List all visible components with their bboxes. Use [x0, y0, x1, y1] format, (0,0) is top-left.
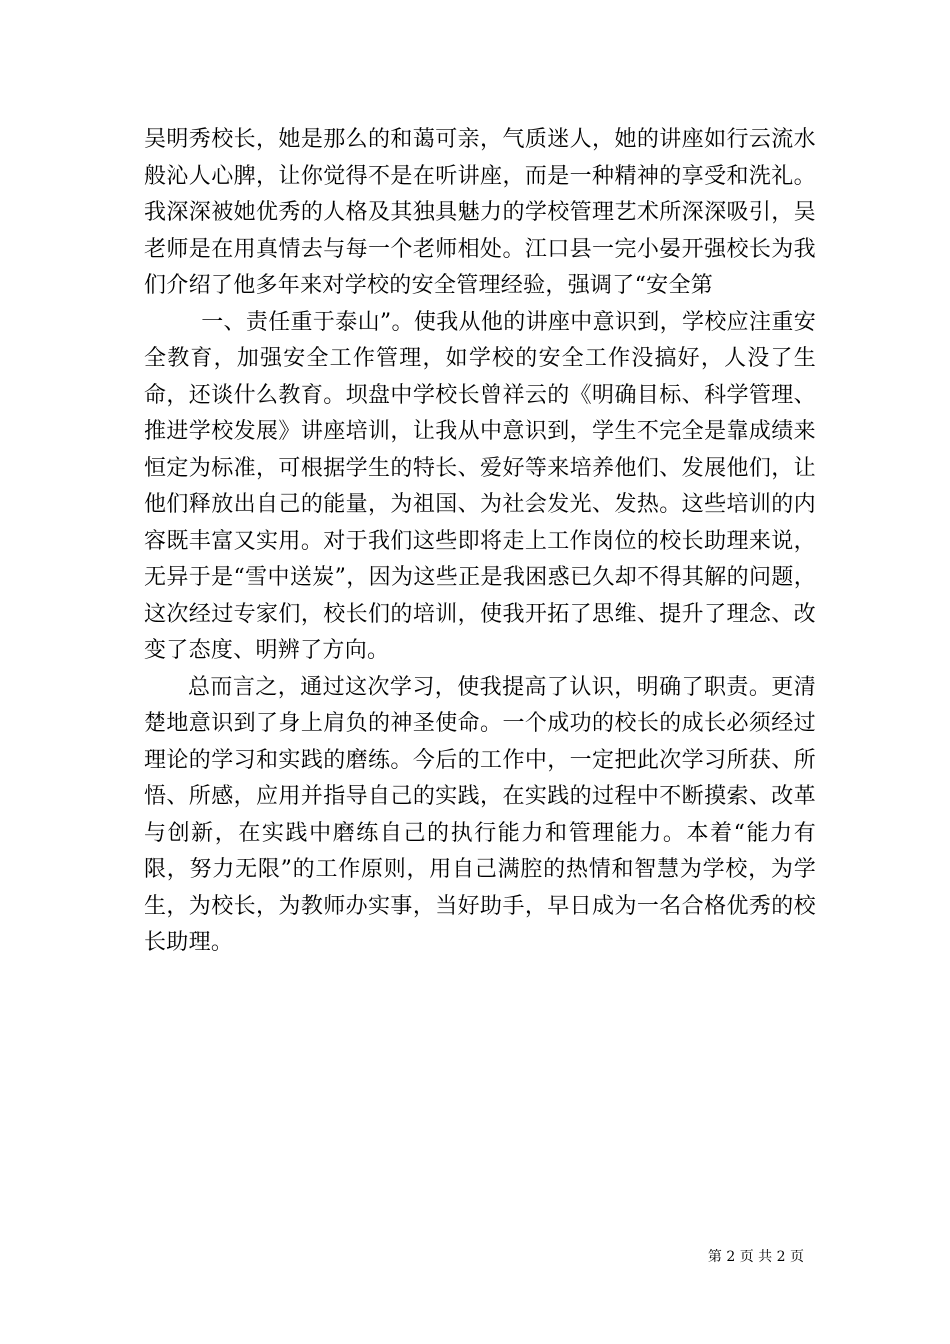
document-body [144, 122, 816, 962]
paragraph-3: 总而言之，通过这次学习，使我提高了认识，明确了职责。更清楚地意识到了身上肩负的神圣使命。一个成功的校长的成长必须经过理论的学习和实践的磨练。今后的工作中，一定把此次学习所获、所悟、所感，应用并指导自己的实践，在实践的过程中不断摸索、改革与创新，在实践中磨练自己的执行能力和管理能力。本着“能力有限，努力无限”的工作原则，用自己满腔的热情和智慧为学校，为学生，为校长，为教师办实事，当好助手，早日成为一名合格优秀的校长助理。 [144, 674, 816, 955]
paragraph-2: 一、责任重于泰山”。使我从他的讲座中意识到，学校应注重安全教育，加强安全工作管理，如学校的安全工作没搞好，人没了生命，还谈什么教育。坝盘中学校长曾祥云的《明确目标、科学管理、推进学校发展》讲座培训，让我从中意识到，学生不完全是靠成绩来恒定为标准，可根据学生的特长、爱好等来培养他们、发展他们，让他们释放出自己的能量，为祖国、为社会发光、发热。这些培训的内容既丰富又实用。对于我们这些即将走上工作岗位的校长助理来说，无异于是“雪中送炭”，因为这些正是我困惑已久却不得其解的问题，这次经过专家们，校长们的培训，使我开拓了思维、提升了理念、改变了态度、明辨了方向。 [144, 309, 816, 663]
page-number: 第 2 页 共 2 页 [707, 1249, 804, 1265]
paragraph-1: 吴明秀校长，她是那么的和蔼可亲，气质迷人，她的讲座如行云流水般沁人心脾，让你觉得不是在听讲座，而是一种精神的享受和洗礼。我深深被她优秀的人格及其独具魅力的学校管理艺术所深深吸引，吴老师是在用真情去与每一个老师相处。江口县一完小晏开强校长为我们介绍了他多年来对学校的安全管理经验，强调了“安全第 [144, 127, 816, 298]
